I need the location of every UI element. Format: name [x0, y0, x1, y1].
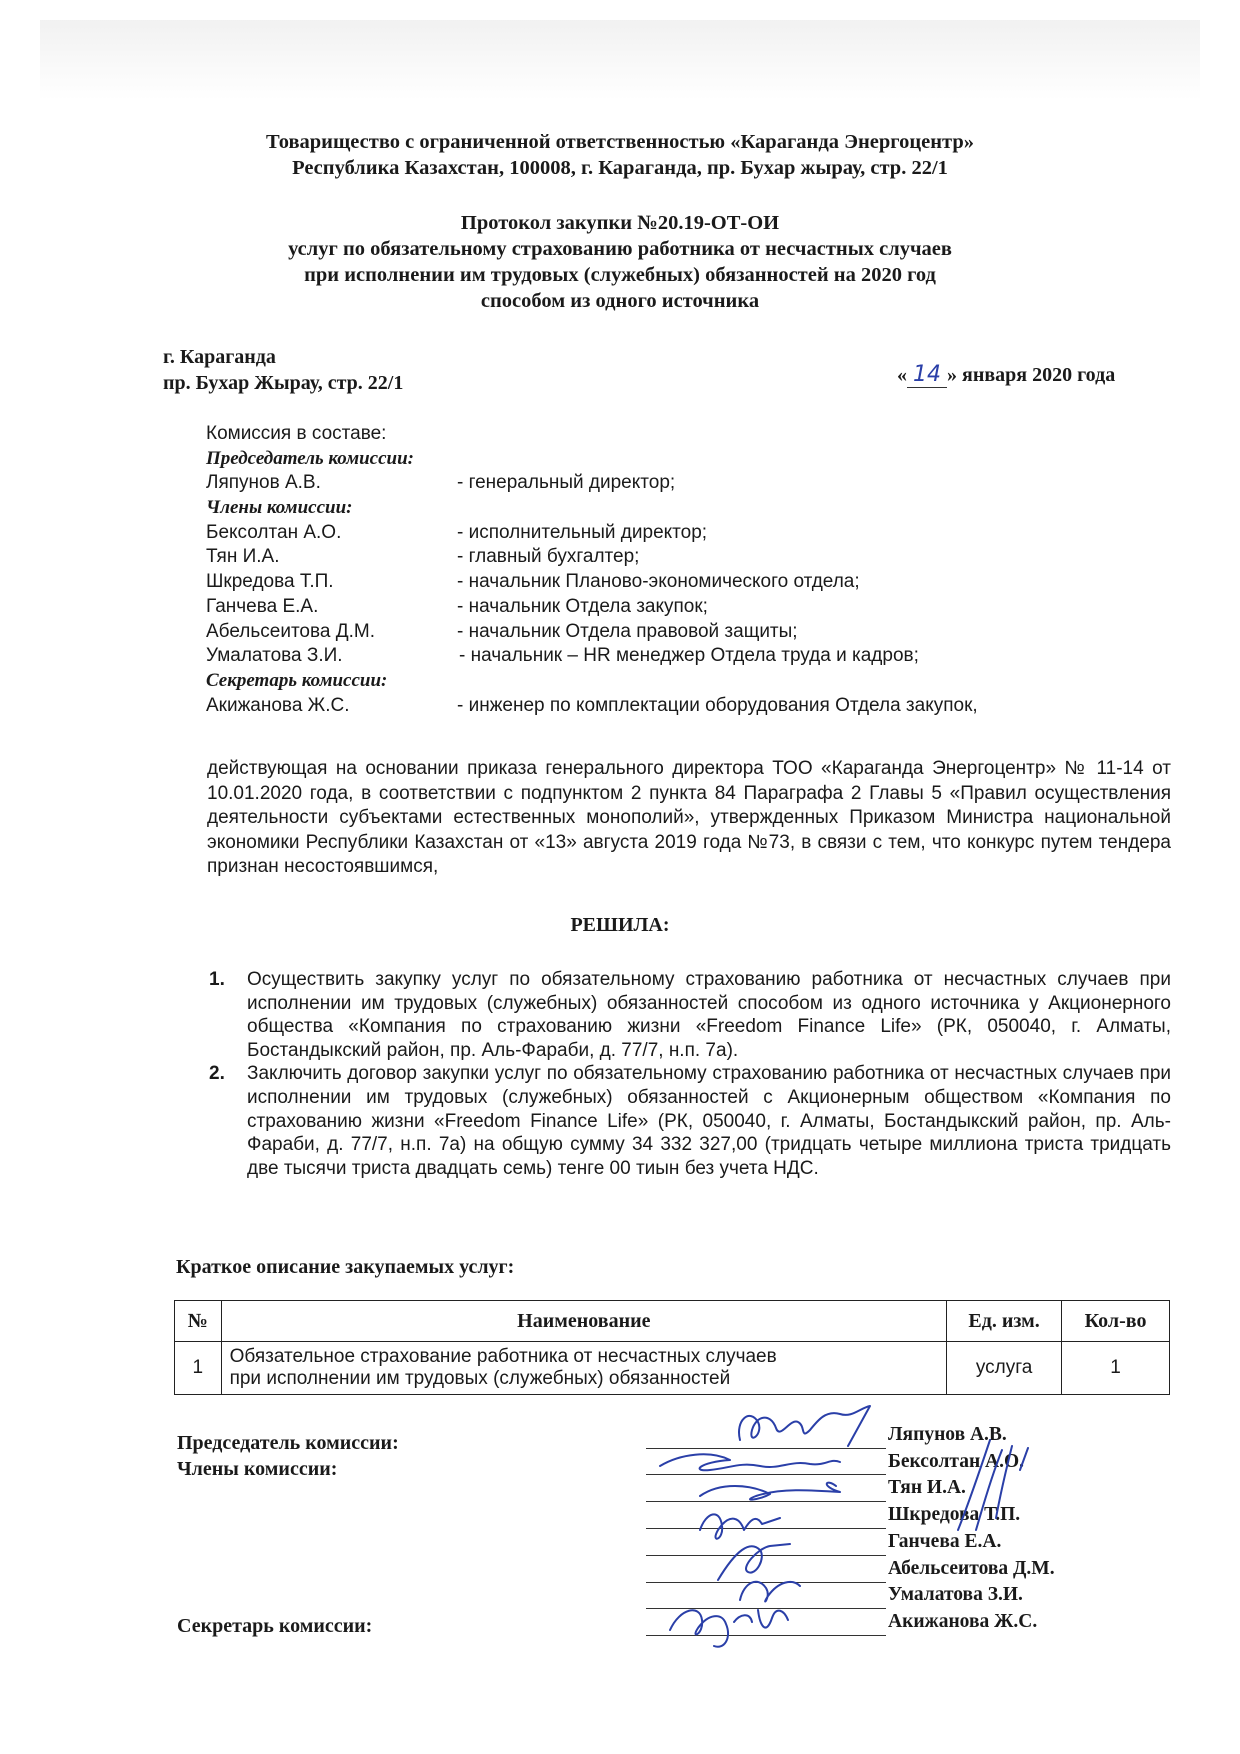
- date-day-handwritten: 14: [907, 362, 947, 388]
- signature-ink: [670, 1610, 788, 1647]
- place-address: пр. Бухар Жырау, стр. 22/1: [163, 372, 404, 394]
- cell-unit: услуга: [947, 1342, 1062, 1395]
- org-address: Республика Казахстан, 100008, г. Караганда, пр. Бухар жырау, стр. 22/1: [292, 157, 948, 179]
- signatory-name: Тян И.А.: [888, 1477, 966, 1499]
- col-qty-header: Кол-во: [1062, 1301, 1170, 1342]
- decision-heading: РЕШИЛА:: [570, 914, 670, 936]
- cell-name-line-2: при исполнении им трудовых (служебных) обязанностей: [229, 1368, 731, 1389]
- signatory-name: Абельсеитова Д.М.: [888, 1557, 1055, 1579]
- table-header-row: [175, 1301, 1170, 1342]
- commission-member: Бексолтан А.О. - исполнительный директор;: [206, 521, 708, 543]
- commission-member: Тян И.А. - главный бухгалтер;: [206, 546, 640, 568]
- cell-name: [221, 1342, 947, 1395]
- chair-heading: Председатель комиссии:: [206, 447, 414, 469]
- signature-ink: [958, 1440, 1028, 1530]
- commission-member: Шкредова Т.П. - начальник Планово-экономического отдела;: [206, 571, 860, 593]
- decision-item-2: 2. Заключить договор закупки услуг по обязательному страхованию работника от несчастных случаев при исполнении им трудовых (служебных) обязанностей с Акционерным обществом «Компания по страхованию жизни «Freedom Finance Life» (РК, 050040, г. Алматы, Бостандыкский район, пр. Аль-Фараби, д. 77/7, н.п. 7а) на общую сумму 34 332 327,00 (тридцать четыре миллиона триста тридцать две тысячи триста двадцать семь) тенге 00 тиын без учета НДС.: [209, 1063, 1171, 1179]
- services-table: [174, 1300, 1170, 1395]
- date-month-year: » января 2020 года: [947, 364, 1116, 386]
- commission-member: Абельсеитова Д.М. - начальник Отдела правовой защиты;: [206, 620, 798, 642]
- protocol-subtitle-2: при исполнении им трудовых (служебных) обязанностей на 2020 год: [304, 264, 936, 286]
- sig-secretary-label: Секретарь комиссии:: [177, 1615, 373, 1637]
- basis-paragraph: действующая на основании приказа генерального директора ТОО «Караганда Энергоцентр» № 11-14 от 10.01.2020 года, в соответствии с подпунктом 2 пункта 84 Параграфа 2 Главы 5 «Правил осуществления деятельности субъектами естественных монополий», утвержденных Приказом Министра национальной экономики Республики Казахстан от «13» августа 2019 года №73, в связи с тем, что конкурс путем тендера признан несостоявшимся,: [207, 758, 1171, 878]
- signatory-name: Ляпунов А.В.: [888, 1424, 1007, 1445]
- col-unit-header: Ед. изм.: [947, 1301, 1062, 1342]
- table-row: [175, 1342, 1170, 1395]
- protocol-subtitle-1: услуг по обязательному страхованию работника от несчастных случаев: [288, 238, 952, 260]
- cell-num: 1: [175, 1342, 222, 1395]
- protocol-date: [897, 362, 1115, 388]
- signature-ink: [700, 1483, 840, 1500]
- secretary-heading: Секретарь комиссии:: [206, 669, 388, 691]
- services-heading: Краткое описание закупаемых услуг:: [176, 1256, 515, 1278]
- commission-intro: Комиссия в составе:: [206, 423, 387, 444]
- commission-list: [206, 422, 1106, 718]
- protocol-subtitle-3: способом из одного источника: [480, 290, 760, 312]
- cell-name-line-1: Обязательное страхование работника от несчастных случаев: [229, 1346, 777, 1367]
- signatory-name: Умалатова З.И.: [888, 1584, 1023, 1606]
- col-name-header: Наименование: [221, 1301, 947, 1342]
- members-heading: Члены комиссии:: [206, 497, 353, 519]
- scan-artifact: [40, 20, 1200, 100]
- decision-item-1: 1. Осуществить закупку услуг по обязательному страхованию работника от несчастных случаев при исполнении им трудовых (служебных) обязанностей способом из одного источника у Акционерного общества «Компания по страхованию жизни «Freedom Finance Life» (РК, 050040, г. Алматы, Бостандыкский район, пр. Аль-Фараби, д. 77/7, н.п. 7а).: [209, 969, 1171, 1061]
- signature-ink: [740, 1582, 800, 1602]
- sig-members-label: Члены комиссии:: [177, 1458, 338, 1480]
- col-num-header: №: [175, 1301, 222, 1342]
- signature-ink: [718, 1544, 790, 1580]
- decision-list: [207, 968, 1171, 1180]
- signatory-name: Шкредова Т.П.: [888, 1504, 1021, 1526]
- commission-chair: Ляпунов А.В. - генеральный директор;: [206, 472, 676, 494]
- commission-secretary: Акижанова Ж.С. - инженер по комплектации оборудования Отдела закупок,: [206, 694, 978, 716]
- protocol-title: Протокол закупки №20.19-ОТ-ОИ: [460, 212, 780, 234]
- signature-ink: [739, 1406, 870, 1446]
- signatory-name: Акижанова Ж.С.: [888, 1610, 1038, 1632]
- place-city: г. Караганда: [163, 346, 276, 368]
- handwritten-signatures: [640, 1400, 1100, 1660]
- sig-chair-label: Председатель комиссии:: [177, 1432, 399, 1454]
- commission-member: Умалатова З.И. - начальник – HR менеджер Отдела труда и кадров;: [206, 645, 919, 667]
- signature-ink: [700, 1514, 780, 1538]
- cell-qty: 1: [1062, 1342, 1170, 1395]
- date-open-quote: «: [897, 364, 907, 386]
- commission-member: Ганчева Е.А. - начальник Отдела закупок;: [206, 595, 708, 617]
- org-name: Товарищество с ограниченной ответственностью «Караганда Энергоцентр»: [265, 131, 975, 153]
- signature-ink: [660, 1454, 840, 1470]
- signatory-name: Бексолтан А.О.: [888, 1450, 1025, 1472]
- signatory-name: Ганчева Е.А.: [888, 1530, 1002, 1552]
